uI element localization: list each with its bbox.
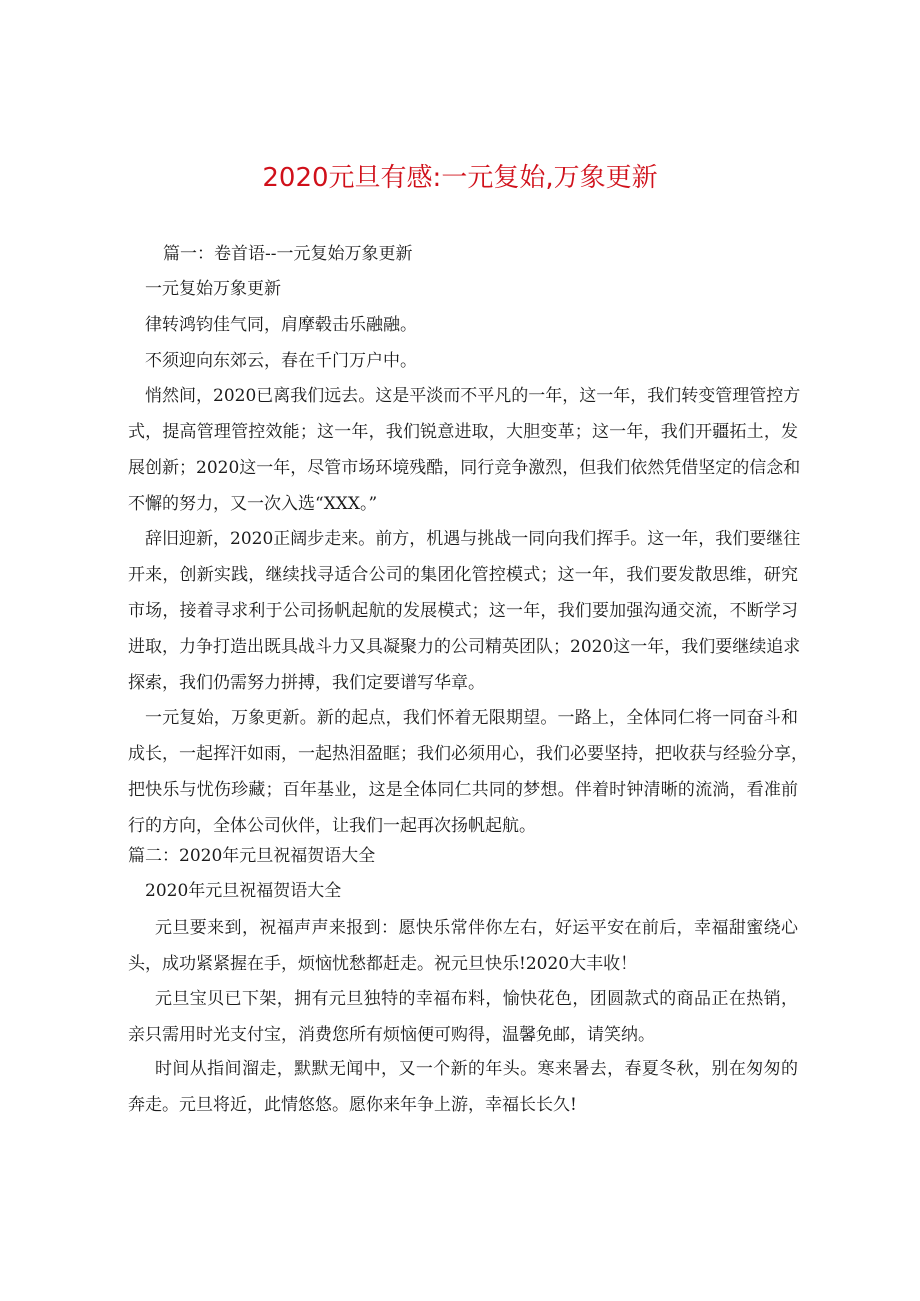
paragraph-1-line: 不懈的努力，又一次入选“XXX。” [128,494,378,514]
paragraph-5-line: 亲只需用时光支付宝，消费您所有烦恼便可购得，温馨免邮，请笑纳。 [128,1025,655,1045]
paragraph-2-line: 进取，力争打造出既具战斗力又具凝聚力的公司精英团队；2020这一年，我们要继续追求 [128,637,801,657]
paragraph-2-line: 开来，创新实践，继续找寻适合公司的集团化管控模式；这一年，我们要发散思维，研究 [128,565,798,585]
paragraph-4 [128,910,798,982]
paragraph-1-line: 展创新；2020这一年，尽管市场环境残酷，同行竞争激烈，但我们依然凭借坚定的信念和 [128,458,801,478]
paragraph-1 [128,378,801,522]
section2-heading: 篇二：2020年元旦祝福贺语大全 [128,846,376,866]
paragraph-1-line: 式，提高管理管控效能；这一年，我们锐意进取，大胆变革；这一年，我们开疆拓土，发 [128,422,798,442]
paragraph-3-line: 把快乐与忧伤珍藏；百年基业，这是全体同仁共同的梦想。伴着时钟清晰的流淌，看准前 [128,780,798,800]
section1-heading: 篇一：卷首语--一元复始万象更新 [163,244,413,264]
paragraph-3 [128,700,808,844]
paragraph-2-line: 市场，接着寻求利于公司扬帆起航的发展模式；这一年，我们要加强沟通交流，不断学习 [128,601,798,621]
paragraph-6-line: 时间从指间溜走，默默无闻中，又一个新的年头。寒来暑去，春夏冬秋，别在匆匆的 [155,1059,798,1079]
paragraph-1-line: 悄然间，2020已离我们远去。这是平淡而不平凡的一年，这一年，我们转变管理管控方 [145,386,801,406]
paragraph-4-line: 元旦要来到，祝福声声来报到：愿快乐常伴你左右，好运平安在前后，幸福甜蜜绕心 [155,918,798,938]
section1-subtitle: 一元复始万象更新 [145,279,281,299]
paragraph-2-line: 探索，我们仍需努力拼搏，我们定要谱写华章。 [128,673,485,693]
paragraph-4-line: 头，成功紧紧握在手，烦恼忧愁都赶走。祝元旦快乐!2020大丰收！ [128,954,638,974]
paragraph-3-line: 行的方向，全体公司伙伴，让我们一起再次扬帆起航。 [128,816,536,836]
paragraph-2 [128,521,801,701]
page-title: 2020元旦有感:一元复始,万象更新 [262,163,658,193]
poem-line-2: 不须迎向东郊云，春在千门万户中。 [145,351,417,371]
paragraph-3-line: 成长，一起挥汗如雨，一起热泪盈眶；我们必须用心，我们必要坚持，把收获与经验分享， [128,744,808,764]
paragraph-6 [128,1051,798,1123]
paragraph-5-line: 元旦宝贝已下架，拥有元旦独特的幸福布料，愉快花色，团圆款式的商品正在热销， [155,989,798,1009]
poem-line-1: 律转鸿钧佳气同，肩摩毂击乐融融。 [145,315,417,335]
paragraph-2-line: 辞旧迎新，2020正阔步走来。前方，机遇与挑战一同向我们挥手。这一年，我们要继往 [145,529,801,549]
paragraph-3-line: 一元复始，万象更新。新的起点，我们怀着无限期望。一路上，全体同仁将一同奋斗和 [145,708,798,728]
paragraph-6-line: 奔走。元旦将近，此情悠悠。愿你来年争上游，幸福长长久! [128,1095,577,1115]
section2-subtitle: 2020年元旦祝福贺语大全 [145,881,342,901]
paragraph-5 [128,981,798,1053]
